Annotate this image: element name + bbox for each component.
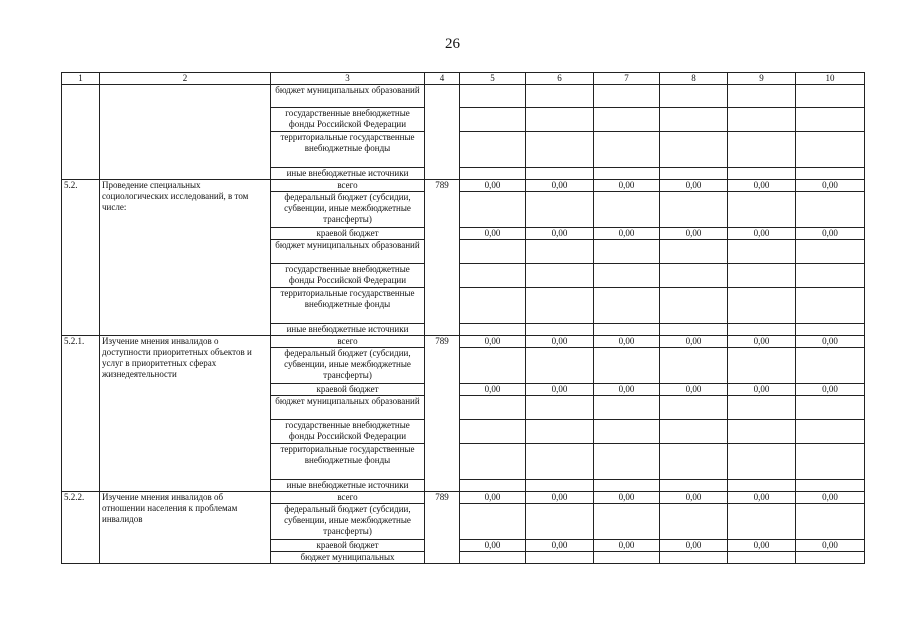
value-cell [526,132,594,168]
value-cell [594,324,660,336]
value-cell [460,132,526,168]
value-cell [594,240,660,264]
col-header: 4 [425,73,460,85]
value-cell [728,288,796,324]
value-cell [526,240,594,264]
col-header: 2 [100,73,271,85]
source-cell: территориальные государственные внебюджетные фонды [271,444,425,480]
value-cell [460,348,526,384]
value-cell [460,288,526,324]
value-cell [594,85,660,108]
value-cell: 0,00 [594,336,660,348]
value-cell [526,168,594,180]
value-cell [796,288,865,324]
source-cell: государственные внебюджетные фонды Российской Федерации [271,108,425,132]
value-cell [660,108,728,132]
source-cell: бюджет муниципальных образований [271,85,425,108]
value-cell [594,420,660,444]
value-cell [796,324,865,336]
value-cell [526,348,594,384]
col-header: 7 [594,73,660,85]
item-number-cell [62,85,100,180]
value-cell [660,444,728,480]
value-cell: 0,00 [728,228,796,240]
value-cell [594,288,660,324]
value-cell: 0,00 [660,492,728,504]
value-cell: 0,00 [594,384,660,396]
value-cell [594,444,660,480]
col-header: 10 [796,73,865,85]
col-header: 8 [660,73,728,85]
source-cell: всего [271,336,425,348]
value-cell [526,264,594,288]
value-cell: 0,00 [526,336,594,348]
value-cell: 0,00 [460,228,526,240]
value-cell: 0,00 [796,228,865,240]
source-cell: всего [271,492,425,504]
value-cell [526,420,594,444]
value-cell [660,288,728,324]
value-cell [728,132,796,168]
value-cell [660,85,728,108]
header-row [62,73,865,85]
value-cell [660,396,728,420]
value-cell [728,444,796,480]
value-cell [796,444,865,480]
code-cell: 789 [425,336,460,492]
value-cell: 0,00 [728,180,796,192]
value-cell [660,420,728,444]
value-cell [526,288,594,324]
value-cell [594,480,660,492]
value-cell [594,504,660,540]
budget-table [61,72,865,564]
col-header: 3 [271,73,425,85]
value-cell [660,240,728,264]
value-cell [526,85,594,108]
value-cell [460,504,526,540]
value-cell [728,420,796,444]
item-number-cell: 5.2.2. [62,492,100,564]
value-cell: 0,00 [526,540,594,552]
value-cell: 0,00 [796,540,865,552]
value-cell [460,240,526,264]
value-cell [796,108,865,132]
value-cell: 0,00 [660,336,728,348]
col-header: 6 [526,73,594,85]
value-cell [660,324,728,336]
source-cell: территориальные государственные внебюджетные фонды [271,288,425,324]
source-cell: федеральный бюджет (субсидии, субвенции, иные межбюджетные трансферты) [271,192,425,228]
source-cell: федеральный бюджет (субсидии, субвенции, иные межбюджетные трансферты) [271,348,425,384]
value-cell [526,504,594,540]
value-cell [460,552,526,564]
source-cell: государственные внебюджетные фонды Российской Федерации [271,264,425,288]
value-cell [594,264,660,288]
value-cell [796,396,865,420]
value-cell: 0,00 [660,180,728,192]
source-cell: бюджет муниципальных [271,552,425,564]
source-cell: иные внебюджетные источники [271,324,425,336]
source-cell: бюджет муниципальных образований [271,240,425,264]
value-cell [660,132,728,168]
table-row [62,180,865,192]
source-cell: федеральный бюджет (субсидии, субвенции, иные межбюджетные трансферты) [271,504,425,540]
value-cell [526,480,594,492]
value-cell [728,348,796,384]
value-cell: 0,00 [594,540,660,552]
value-cell [660,168,728,180]
value-cell [796,480,865,492]
value-cell [460,168,526,180]
value-cell [526,552,594,564]
value-cell [526,324,594,336]
col-header: 1 [62,73,100,85]
source-cell: всего [271,180,425,192]
value-cell [728,324,796,336]
value-cell [660,264,728,288]
value-cell: 0,00 [796,384,865,396]
source-cell: иные внебюджетные источники [271,480,425,492]
source-cell: краевой бюджет [271,228,425,240]
col-header: 9 [728,73,796,85]
value-cell [728,504,796,540]
value-cell [796,552,865,564]
value-cell [460,444,526,480]
source-cell: иные внебюджетные источники [271,168,425,180]
value-cell [796,85,865,108]
value-cell [594,396,660,420]
source-cell: государственные внебюджетные фонды Российской Федерации [271,420,425,444]
item-number-cell: 5.2.1. [62,336,100,492]
source-cell: бюджет муниципальных образований [271,396,425,420]
value-cell: 0,00 [660,228,728,240]
value-cell: 0,00 [660,540,728,552]
item-number-cell: 5.2. [62,180,100,336]
table-row [62,492,865,504]
value-cell [526,396,594,420]
value-cell [728,85,796,108]
value-cell: 0,00 [526,228,594,240]
value-cell: 0,00 [594,180,660,192]
value-cell [526,108,594,132]
value-cell: 0,00 [460,384,526,396]
item-name-cell: Изучение мнения инвалидов о доступности приоритетных объектов и услуг в приоритетных сферах жизнедеятельности [100,336,271,492]
value-cell [728,552,796,564]
value-cell [728,192,796,228]
value-cell [728,240,796,264]
value-cell: 0,00 [728,492,796,504]
value-cell: 0,00 [796,180,865,192]
value-cell [460,480,526,492]
value-cell [796,264,865,288]
value-cell [660,504,728,540]
value-cell [460,396,526,420]
item-name-cell [100,85,271,180]
value-cell [660,552,728,564]
value-cell [728,168,796,180]
source-cell: краевой бюджет [271,384,425,396]
col-header: 5 [460,73,526,85]
value-cell: 0,00 [460,180,526,192]
value-cell: 0,00 [594,228,660,240]
value-cell [594,168,660,180]
table-row [62,85,865,108]
value-cell: 0,00 [796,492,865,504]
item-name-cell: Изучение мнения инвалидов об отношении населения к проблемам инвалидов [100,492,271,564]
value-cell [460,108,526,132]
value-cell [460,85,526,108]
value-cell [728,480,796,492]
source-cell: краевой бюджет [271,540,425,552]
value-cell: 0,00 [728,384,796,396]
value-cell [796,504,865,540]
value-cell: 0,00 [660,384,728,396]
value-cell [796,348,865,384]
value-cell [796,192,865,228]
code-cell: 789 [425,180,460,336]
value-cell: 0,00 [526,180,594,192]
value-cell [796,420,865,444]
value-cell: 0,00 [460,336,526,348]
value-cell [594,108,660,132]
code-cell [425,85,460,180]
value-cell: 0,00 [594,492,660,504]
value-cell [796,132,865,168]
value-cell: 0,00 [796,336,865,348]
value-cell: 0,00 [728,540,796,552]
value-cell [460,264,526,288]
value-cell [728,264,796,288]
page-number: 26 [445,36,460,52]
value-cell [728,108,796,132]
value-cell: 0,00 [460,540,526,552]
value-cell [796,168,865,180]
value-cell [460,420,526,444]
code-cell: 789 [425,492,460,564]
value-cell [660,480,728,492]
value-cell [594,348,660,384]
value-cell: 0,00 [460,492,526,504]
value-cell: 0,00 [526,492,594,504]
value-cell [460,192,526,228]
value-cell: 0,00 [728,336,796,348]
value-cell [460,324,526,336]
value-cell [660,192,728,228]
value-cell [728,396,796,420]
table-row [62,336,865,348]
value-cell [526,192,594,228]
value-cell [594,552,660,564]
item-name-cell: Проведение специальных социологических исследований, в том числе: [100,180,271,336]
source-cell: территориальные государственные внебюджетные фонды [271,132,425,168]
value-cell: 0,00 [526,384,594,396]
value-cell [660,348,728,384]
value-cell [594,192,660,228]
value-cell [796,240,865,264]
value-cell [594,132,660,168]
value-cell [526,444,594,480]
